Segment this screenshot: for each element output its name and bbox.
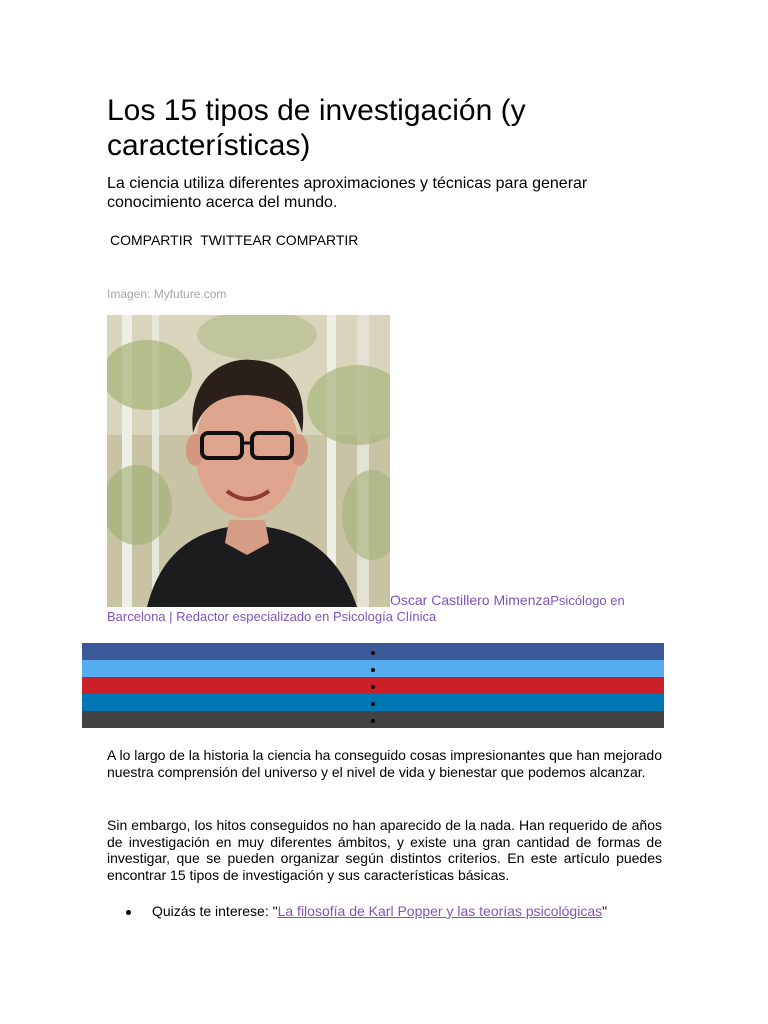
social-share-bars bbox=[82, 643, 664, 728]
photo-spacer bbox=[107, 604, 390, 605]
share-link-2[interactable]: COMPARTIR bbox=[275, 232, 359, 248]
related-prefix: Quizás te interese: " bbox=[152, 903, 278, 919]
body-paragraph-2: Sin embargo, los hitos conseguidos no han aparecido de la nada. Han requerido de años de investigación en muy diferentes ámbitos, y existe una gran cantidad de formas de investigar, que se pueden organizar según distintos criterios. En este artículo puedes encontrar 15 tipos de investigación y sus características básicas. bbox=[107, 817, 662, 883]
related-suffix: " bbox=[602, 903, 608, 919]
bullet-icon bbox=[371, 702, 375, 706]
twitter-share-bar[interactable] bbox=[82, 660, 664, 677]
author-photo bbox=[107, 315, 390, 607]
share-links-row bbox=[110, 232, 358, 248]
bullet-icon bbox=[371, 719, 375, 723]
share-link[interactable]: COMPARTIR bbox=[110, 232, 193, 248]
body-paragraph-1: A lo largo de la historia la ciencia ha conseguido cosas impresionantes que han mejorado nuestra comprensión del universo y el nivel de vida y bienestar que podemos alcanzar. bbox=[107, 747, 662, 780]
email-share-bar[interactable] bbox=[82, 711, 664, 728]
article-title: Los 15 tipos de investigación (y características) bbox=[107, 94, 526, 162]
bullet-icon bbox=[371, 668, 375, 672]
facebook-share-bar[interactable] bbox=[82, 643, 664, 660]
related-article-link[interactable]: La filosofía de Karl Popper y las teorías psicológicas bbox=[277, 903, 603, 919]
article-subtitle: La ciencia utiliza diferentes aproximaciones y técnicas para generar conocimiento acerca del mundo. bbox=[107, 175, 588, 211]
pinterest-share-bar[interactable] bbox=[82, 677, 664, 694]
author-bio: Psicólogo en Barcelona | Redactor especializado en Psicología Clínica bbox=[107, 593, 625, 624]
bullet-icon bbox=[371, 651, 375, 655]
bullet-icon bbox=[371, 685, 375, 689]
author-byline bbox=[107, 592, 667, 625]
related-article-item bbox=[129, 903, 607, 920]
tweet-link[interactable]: TWITTEAR bbox=[200, 232, 272, 248]
author-name-link[interactable]: Oscar Castillero Mimenza bbox=[390, 592, 551, 608]
linkedin-share-bar[interactable] bbox=[82, 694, 664, 711]
list-bullet-icon bbox=[126, 910, 131, 915]
image-credit: Imagen: Myfuture.com bbox=[107, 287, 227, 301]
